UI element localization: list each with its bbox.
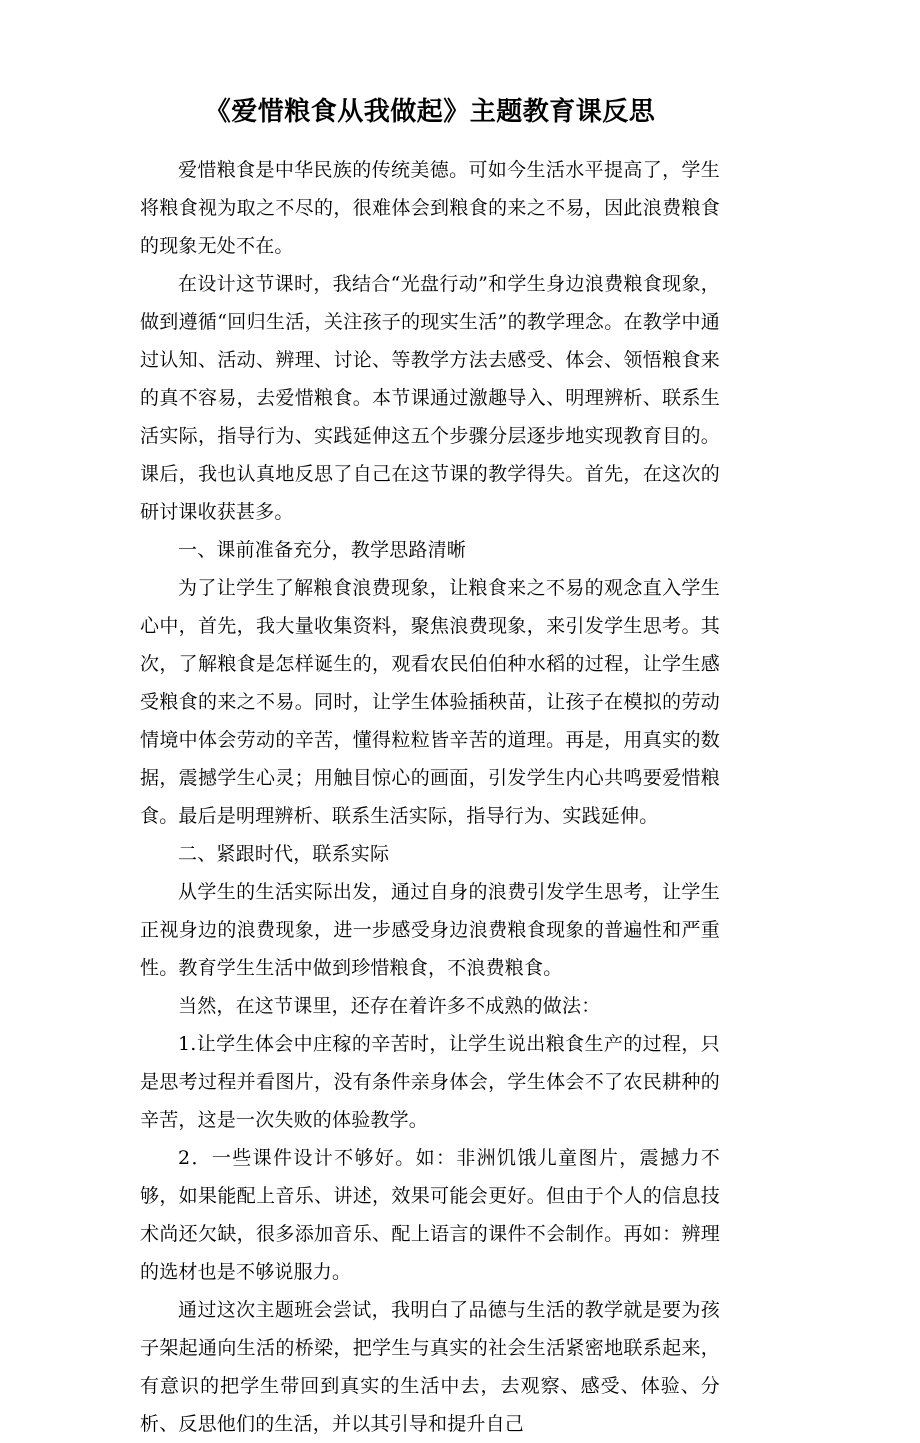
paragraph-conclusion: 通过这次主题班会尝试，我明白了品德与生活的教学就是要为孩子架起通向生活的桥梁，把学生与真实的社会生活紧密地联系起来，有意识的把学生带回到真实的生活中去，去观察、感受、体验、分析、反思他们的生活，并以其引导和提升自己 <box>140 1299 720 1435</box>
list-item-two: 2．一些课件设计不够好。如：非洲饥饿儿童图片，震撼力不够，如果能配上音乐、讲述，效果可能会更好。但由于个人的信息技术尚还欠缺，很多添加音乐、配上语言的课件不会制作。再如：辨理的选材也是不够说服力。 <box>140 1147 720 1283</box>
section-heading-one: 一、课前准备充分，教学思路清晰 <box>178 539 467 561</box>
paragraph-section-one-body: 为了让学生了解粮食浪费现象，让粮食来之不易的观念直入学生心中，首先，我大量收集资料，聚焦浪费现象，来引发学生思考。其次，了解粮食是怎样诞生的，观看农民伯伯种水稻的过程，让学生感受粮食的来之不易。同时，让学生体验插秧苗，让孩子在模拟的劳动情境中体会劳动的辛苦，懂得粒粒皆辛苦的道理。再是，用真实的数据，震撼学生心灵；用触目惊心的画面，引发学生内心共鸣要爱惜粮食。最后是明理辨析、联系生活实际，指导行为、实践延伸。 <box>140 577 720 827</box>
paragraph-section-two-body: 从学生的生活实际出发，通过自身的浪费引发学生思考，让学生正视身边的浪费现象，进一步感受身边浪费粮食现象的普遍性和严重性。教育学生生活中做到珍惜粮食，不浪费粮食。 <box>140 881 720 979</box>
paragraph-design: 在设计这节课时，我结合“光盘行动”和学生身边浪费粮食现象，做到遵循“回归生活，关注孩子的现实生活”的教学理念。在教学中通过认知、活动、辨理、讨论、等教学方法去感受、体会、领悟粮食来的真不容易，去爱惜粮食。本节课通过激趣导入、明理辨析、联系生活实际，指导行为、实践延伸这五个步骤分层逐步地实现教育目的。课后，我也认真地反思了自己在这节课的教学得失。首先，在这次的研讨课收获甚多。 <box>140 273 720 523</box>
section-heading-two: 二、紧跟时代，联系实际 <box>178 843 390 865</box>
list-item-one: 1.让学生体会中庄稼的辛苦时，让学生说出粮食生产的过程，只是思考过程并看图片，没有条件亲身体会，学生体会不了农民耕种的辛苦，这是一次失败的体验教学。 <box>140 1033 720 1131</box>
page-title: 《爱惜粮食从我做起》主题教育课反思 <box>204 97 656 127</box>
document-body <box>140 0 720 1443</box>
paragraph-intro: 爱惜粮食是中华民族的传统美德。可如今生活水平提高了，学生将粮食视为取之不尽的，很难体会到粮食的来之不易，因此浪费粮食的现象无处不在。 <box>140 159 720 257</box>
paragraph-shortcomings-lead: 当然，在这节课里，还存在着许多不成熟的做法： <box>178 995 601 1017</box>
